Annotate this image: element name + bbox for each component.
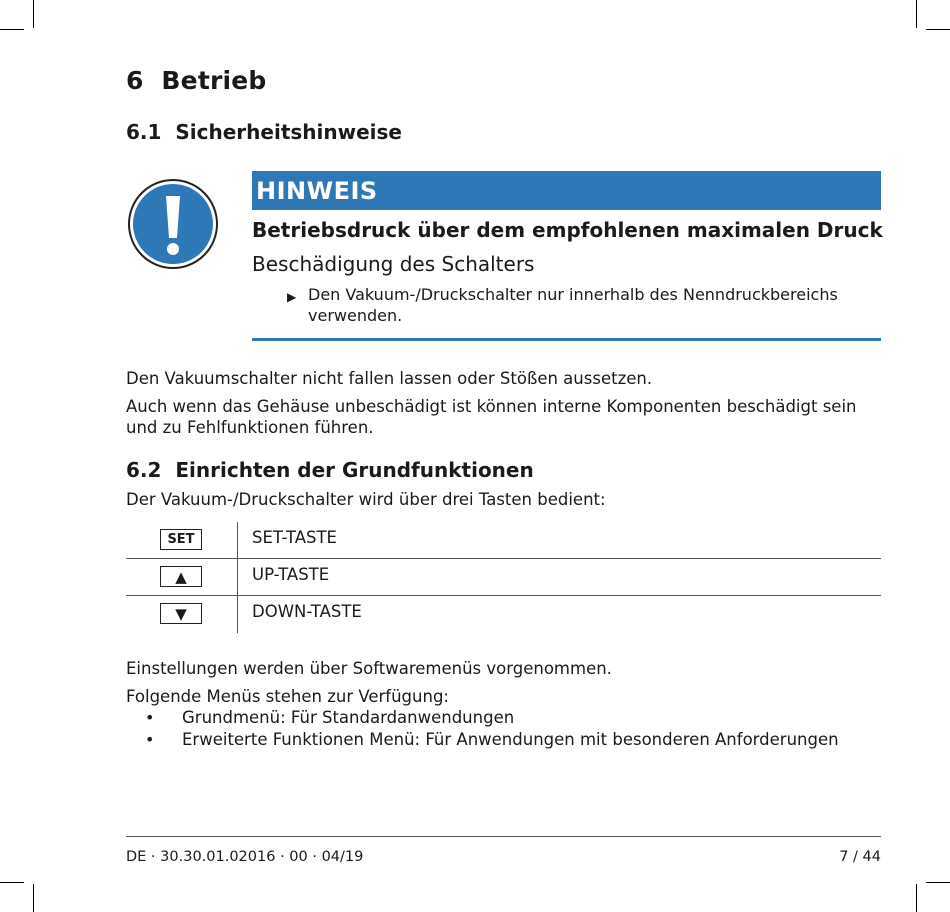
subsection-number: 6.1 [126, 120, 162, 144]
key-label: DOWN-TASTE [252, 602, 362, 621]
crop-mark [0, 882, 24, 883]
up-arrow-key-icon: ▲ [160, 566, 202, 587]
paragraph: Den Vakuumschalter nicht fallen lassen oder Stößen aussetzen. [126, 369, 653, 388]
section-title: Betrieb [161, 66, 267, 95]
crop-mark [926, 882, 950, 883]
key-label: SET-TASTE [252, 528, 337, 547]
key-cell [126, 559, 238, 596]
notice-banner [252, 171, 881, 210]
notice-bottom-rule [252, 338, 881, 341]
bullet-icon: • [145, 708, 155, 727]
table-row [126, 596, 881, 633]
crop-mark [33, 884, 34, 912]
notice-instruction: Den Vakuum-/Druckschalter nur innerhalb des Nenndruckbereichs verwenden. [308, 285, 838, 325]
crop-mark [926, 29, 950, 30]
crop-mark [0, 29, 24, 30]
table-row [126, 559, 881, 596]
section-number: 6 [126, 66, 144, 95]
paragraph: Der Vakuum-/Druckschalter wird über drei Tasten bedient: [126, 490, 606, 509]
subsection-number: 6.2 [126, 458, 162, 482]
notice-heading: Betriebsdruck über dem empfohlenen maximalen Druck [252, 218, 883, 242]
arrow-right-icon: ▶ [287, 290, 297, 304]
paragraph: Folgende Menüs stehen zur Verfügung: [126, 687, 449, 706]
notice-consequence: Beschädigung des Schalters [252, 252, 535, 276]
subsection-title: Sicherheitshinweise [175, 120, 402, 144]
subsection-heading-safety [126, 120, 402, 144]
footer-rule [126, 836, 881, 837]
list-item: Erweiterte Funktionen Menü: Für Anwendungen mit besonderen Anforderungen [182, 730, 839, 749]
crop-mark [33, 0, 34, 28]
notice-label: HINWEIS [256, 177, 378, 205]
table-row [126, 522, 881, 559]
list-item: Grundmenü: Für Standardanwendungen [182, 708, 515, 727]
paragraph: Einstellungen werden über Softwaremenüs vorgenommen. [126, 659, 612, 678]
exclamation-circle-icon [127, 178, 219, 270]
set-key-icon: SET [160, 529, 202, 550]
paragraph: Auch wenn das Gehäuse unbeschädigt ist können interne Komponenten beschädigt sein und zu Fehlfunktionen führen. [126, 397, 857, 437]
footer-doc-id: DE · 30.30.01.02016 · 00 · 04/19 [126, 849, 364, 865]
subsection-heading-basics [126, 458, 534, 482]
crop-mark [916, 884, 917, 912]
key-cell [126, 522, 238, 559]
key-table [126, 522, 881, 633]
bullet-icon: • [145, 730, 155, 749]
footer-page-number: 7 / 44 [839, 849, 881, 865]
key-cell [126, 596, 238, 633]
crop-mark [916, 0, 917, 28]
key-label: UP-TASTE [252, 565, 330, 584]
down-arrow-key-icon: ▼ [160, 603, 202, 624]
subsection-title: Einrichten der Grundfunktionen [175, 458, 534, 482]
section-heading [126, 66, 267, 95]
